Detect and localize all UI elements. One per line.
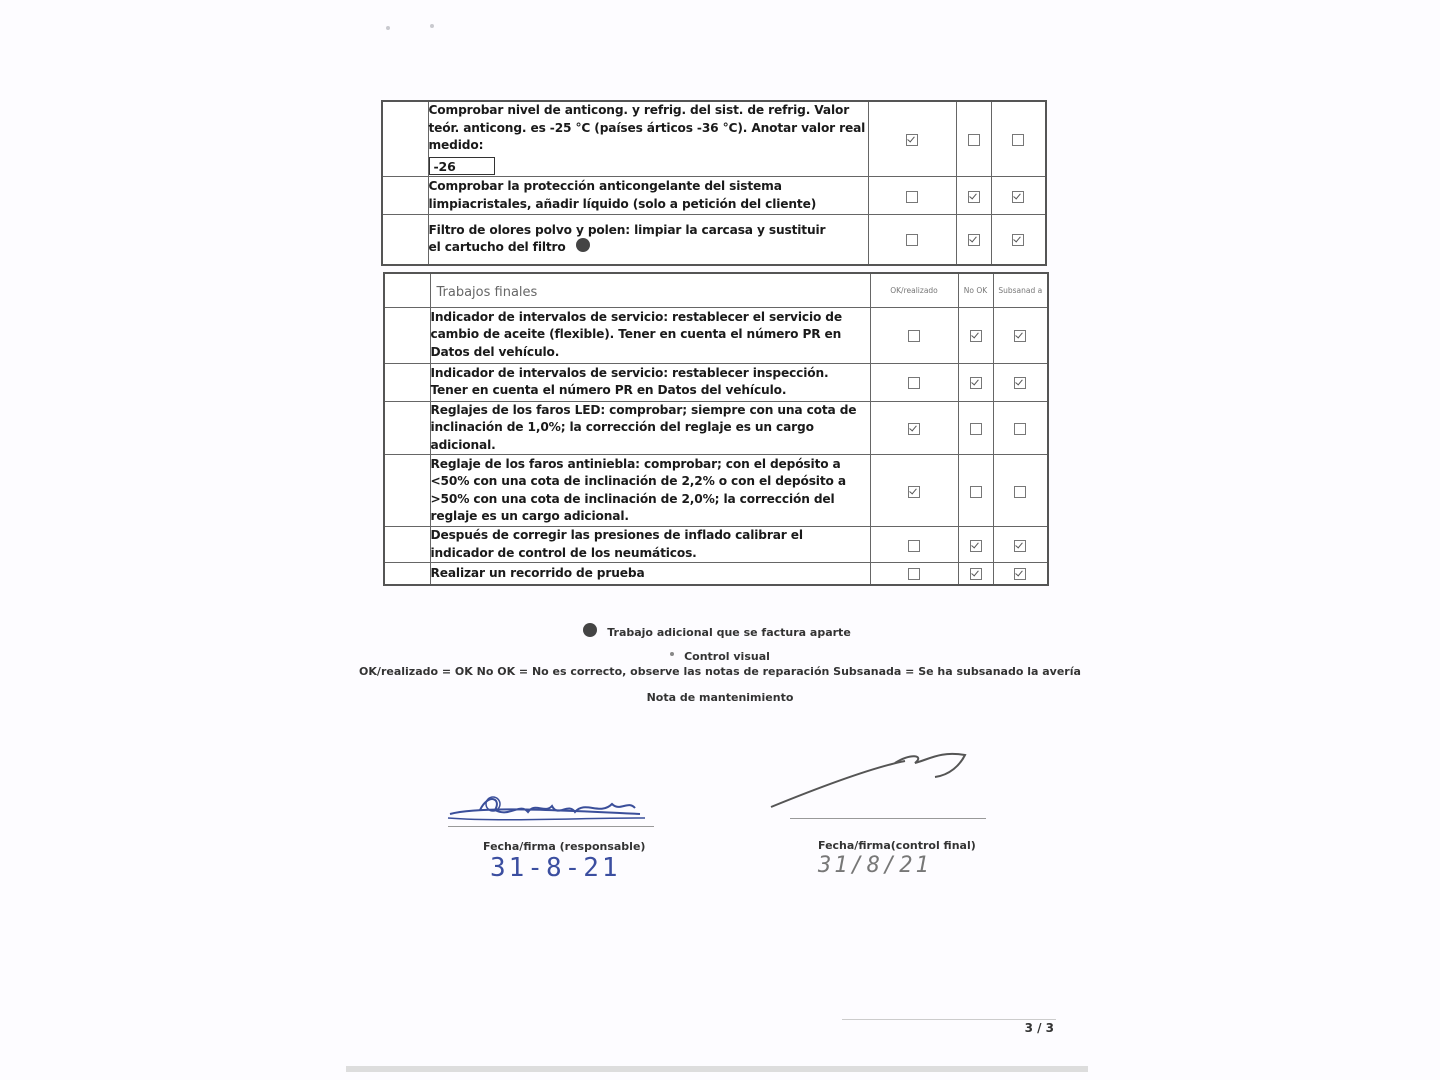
final-work-table	[383, 272, 1049, 586]
ok-checkbox[interactable]	[908, 540, 920, 552]
table-row	[384, 455, 1048, 527]
row-number-cell	[382, 215, 428, 265]
fixed-checkbox[interactable]	[1014, 377, 1026, 389]
responsible-date: 31-8-21	[490, 853, 621, 883]
not-ok-checkbox[interactable]	[970, 486, 982, 498]
not-ok-checkbox[interactable]	[970, 423, 982, 435]
additional-work-dot-icon	[576, 238, 590, 252]
not-ok-checkbox[interactable]	[970, 330, 982, 342]
not-ok-checkbox[interactable]	[970, 377, 982, 389]
task-text: Indicador de intervalos de servicio: restablecer el servicio de cambio de aceite (flexible). Tener en cuenta el número PR en Datos del vehículo.	[430, 307, 870, 363]
col-ok-header: OK/realizado	[870, 273, 958, 307]
scan-speck	[386, 26, 390, 30]
fixed-checkbox[interactable]	[1014, 330, 1026, 342]
ok-checkbox[interactable]	[908, 568, 920, 580]
task-text: Indicador de intervalos de servicio: restablecer inspección. Tener en cuenta el número PR en Datos del vehículo.	[430, 363, 870, 401]
fixed-checkbox[interactable]	[1012, 134, 1024, 146]
not-ok-checkbox[interactable]	[968, 191, 980, 203]
legend-additional-work	[0, 626, 1440, 640]
footer-rule	[842, 1019, 1056, 1020]
final-control-signature-label: Fecha/firma(control final)	[818, 839, 976, 852]
ok-checkbox[interactable]	[908, 330, 920, 342]
not-ok-checkbox[interactable]	[968, 234, 980, 246]
scan-edge	[346, 1066, 1088, 1072]
legend-visual-control	[0, 650, 1440, 663]
maintenance-note-label: Nota de mantenimiento	[646, 691, 794, 704]
task-text-cell	[428, 101, 868, 177]
task-text: Reglajes de los faros LED: comprobar; siempre con una cota de inclinación de 1,0%; la corrección del reglaje es un cargo adicional.	[430, 401, 870, 455]
legend-explanation: OK/realizado = OK No OK = No es correcto, observe las notas de reparación Subsanada = Se ha subsanado la avería	[359, 665, 1081, 678]
ok-checkbox[interactable]	[908, 423, 920, 435]
fixed-checkbox[interactable]	[1014, 568, 1026, 580]
table-row	[384, 563, 1048, 585]
final-control-date: 31/8/21	[818, 853, 932, 878]
additional-work-dot-icon	[583, 623, 597, 637]
legend-additional-text: Trabajo adicional que se factura aparte	[607, 626, 851, 639]
fixed-checkbox[interactable]	[1014, 423, 1026, 435]
fixed-checkbox[interactable]	[1012, 234, 1024, 246]
section-title: Trabajos finales	[436, 284, 538, 300]
fixed-checkbox[interactable]	[1014, 540, 1026, 552]
not-ok-checkbox[interactable]	[970, 568, 982, 580]
task-text: Filtro de olores polvo y polen: limpiar la carcasa y sustituir el cartucho del filtro	[428, 222, 826, 255]
task-text: Reglaje de los faros antiniebla: comprobar; con el depósito a <50% con una cota de inclinación de 2,2% o con el depósito a >50% con una cota de inclinación de 2,0%; la corrección del reglaje es un cargo adicional.	[430, 455, 870, 527]
responsible-signature-label: Fecha/firma (responsable)	[483, 840, 646, 853]
not-ok-checkbox[interactable]	[970, 540, 982, 552]
visual-control-icon	[670, 652, 674, 656]
table-row	[384, 363, 1048, 401]
scan-speck	[430, 24, 434, 28]
ok-checkbox[interactable]	[906, 134, 918, 146]
measured-value-field[interactable]: -26	[429, 157, 495, 175]
table-header-row	[384, 273, 1048, 307]
signature-line-left	[448, 826, 654, 827]
task-text: Realizar un recorrido de prueba	[430, 563, 870, 585]
ok-checkbox[interactable]	[908, 377, 920, 389]
task-text: Comprobar la protección anticongelante del sistema limpiacristales, añadir líquido (solo a petición del cliente)	[428, 177, 868, 215]
ok-checkbox[interactable]	[906, 234, 918, 246]
page-number: 3 / 3	[1024, 1021, 1054, 1035]
fixed-checkbox[interactable]	[1012, 191, 1024, 203]
task-text-cell	[428, 215, 868, 265]
table-row	[384, 307, 1048, 363]
ok-checkbox[interactable]	[908, 486, 920, 498]
table-row	[382, 215, 1046, 265]
table-row	[382, 101, 1046, 177]
table-row	[384, 401, 1048, 455]
col-not-ok-header: No OK	[958, 273, 993, 307]
row-number-cell	[382, 177, 428, 215]
row-number-cell	[382, 101, 428, 177]
task-text: Después de corregir las presiones de inflado calibrar el indicador de control de los neumáticos.	[430, 527, 870, 563]
checklist-table-1	[381, 100, 1047, 266]
not-ok-checkbox[interactable]	[968, 134, 980, 146]
ok-checkbox[interactable]	[906, 191, 918, 203]
table-row	[382, 177, 1046, 215]
legend-visual-text: Control visual	[684, 650, 770, 663]
fixed-checkbox[interactable]	[1014, 486, 1026, 498]
col-fixed-header: Subsanad a	[993, 273, 1048, 307]
task-text: Comprobar nivel de anticong. y refrig. del sist. de refrig. Valor teór. anticong. es -25 °C (países árticos -36 °C). Anotar valor real medido:	[428, 103, 866, 152]
signature-line-right	[790, 818, 986, 819]
table-row	[384, 527, 1048, 563]
final-control-signature	[765, 745, 980, 815]
